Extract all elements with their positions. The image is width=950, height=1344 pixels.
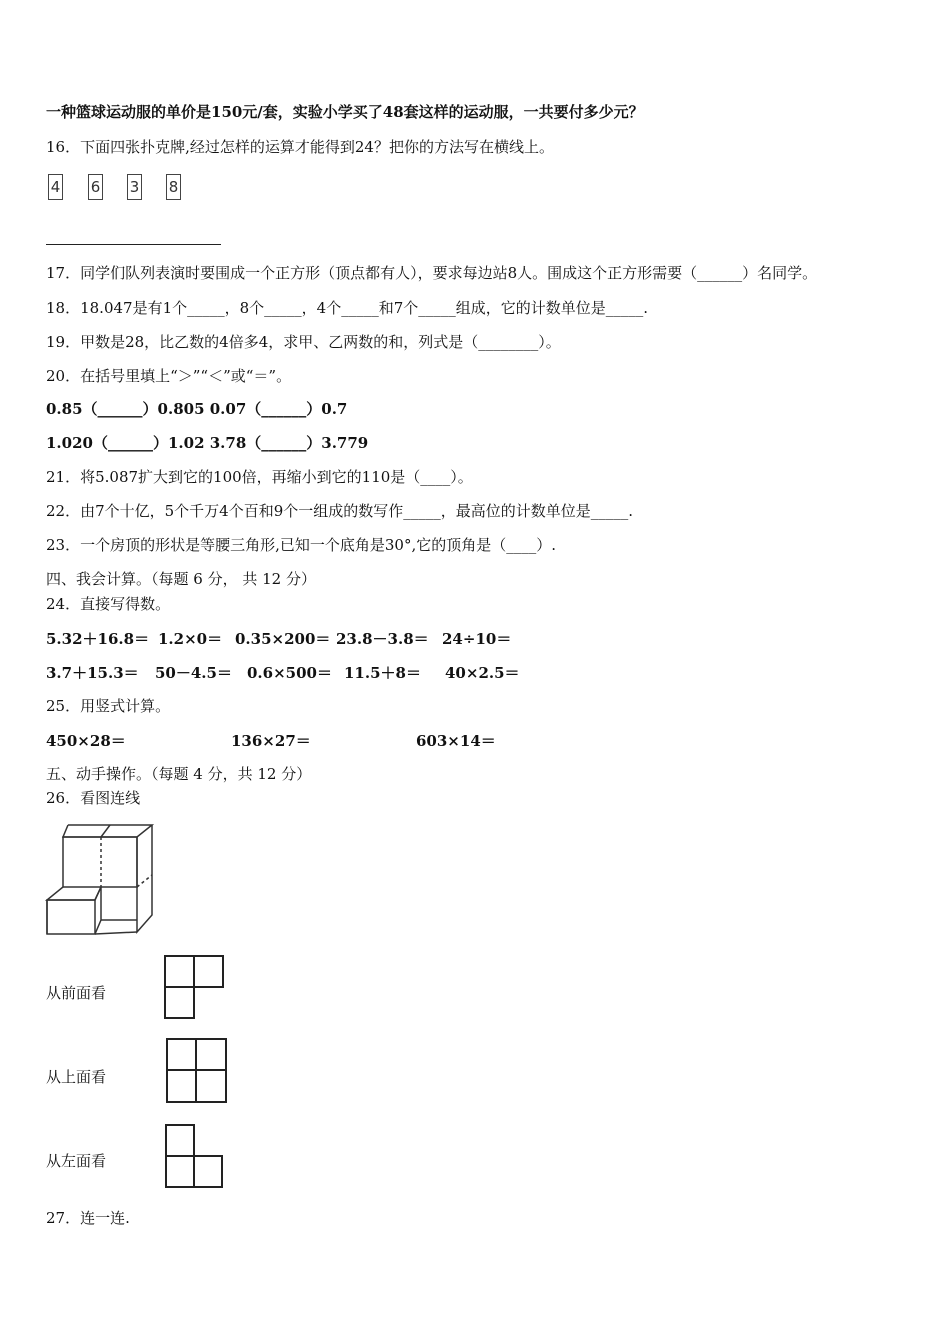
calc-item: 50－4.5＝	[155, 664, 232, 682]
view-shape-b	[164, 1036, 230, 1106]
view-label-front: 从前面看	[46, 984, 107, 1002]
vertical-calc-item: 603×14＝	[416, 732, 496, 750]
view-label-left: 从左面看	[46, 1152, 107, 1170]
calc-item: 23.8－3.8＝	[336, 630, 429, 648]
poker-card: 3	[127, 174, 142, 200]
view-shape-c	[163, 1122, 227, 1190]
question-22-text: 22．由7个十亿，5个千万4个百和9个一组成的数写作_____，最高位的计数单位是_____.	[46, 502, 634, 520]
question-21-text: 21．将5.087扩大到它的100倍，再缩小到它的110是（____）。	[46, 468, 473, 486]
question-26-text: 26．看图连线	[46, 789, 141, 807]
calc-item: 11.5＋8＝	[344, 664, 421, 682]
question-20-row-a: 0.85（______）0.805 0.07（______）0.7	[46, 400, 348, 418]
calc-item: 24÷10＝	[442, 630, 512, 648]
poker-card: 4	[48, 174, 63, 200]
view-label-top: 从上面看	[46, 1068, 107, 1086]
question-20-row-b: 1.020（______）1.02 3.78（______）3.779	[46, 434, 369, 452]
calc-item: 1.2×0＝	[158, 630, 223, 648]
question-16-text: 16．下面四张扑克牌,经过怎样的运算才能得到24？把你的方法写在横线上。	[46, 138, 554, 156]
calc-item: 0.35×200＝	[235, 630, 331, 648]
question-25-text: 25．用竖式计算。	[46, 697, 171, 715]
question-20-text: 20．在括号里填上“＞”“＜”或“＝”。	[46, 367, 292, 385]
poker-card: 8	[166, 174, 181, 200]
question-18-text: 18．18.047是有1个_____，8个_____，4个_____和7个_____组成，它的计数单位是_____.	[46, 299, 649, 317]
poker-card: 6	[88, 174, 103, 200]
vertical-calc-item: 136×27＝	[231, 732, 311, 750]
question-15-text: 一种篮球运动服的单价是150元/套，实验小学买了48套这样的运动服，一共要付多少元？	[46, 103, 644, 121]
section-4-heading: 四、我会计算。（每题 6 分， 共 12 分）	[46, 570, 316, 588]
calc-item: 3.7＋15.3＝	[46, 664, 139, 682]
question-23-text: 23．一个房顶的形状是等腰三角形,已知一个底角是30°,它的顶角是（____）.	[46, 536, 556, 554]
calc-item: 5.32＋16.8＝	[46, 630, 150, 648]
question-24-text: 24．直接写得数。	[46, 595, 171, 613]
question-19-text: 19．甲数是28，比乙数的4倍多4，求甲、乙两数的和，列式是（________）。	[46, 333, 561, 351]
answer-blank-line	[46, 244, 221, 245]
vertical-calc-item: 450×28＝	[46, 732, 126, 750]
cube-stack-figure	[44, 820, 159, 940]
view-shape-a	[163, 954, 227, 1022]
calc-item: 40×2.5＝	[445, 664, 520, 682]
question-27-text: 27．连一连.	[46, 1209, 130, 1227]
question-17-text: 17．同学们队列表演时要围成一个正方形（顶点都有人），要求每边站8人。围成这个正方形需要（______）名同学。	[46, 264, 818, 282]
section-5-heading: 五、动手操作。（每题 4 分，共 12 分）	[46, 765, 312, 783]
calc-item: 0.6×500＝	[247, 664, 332, 682]
